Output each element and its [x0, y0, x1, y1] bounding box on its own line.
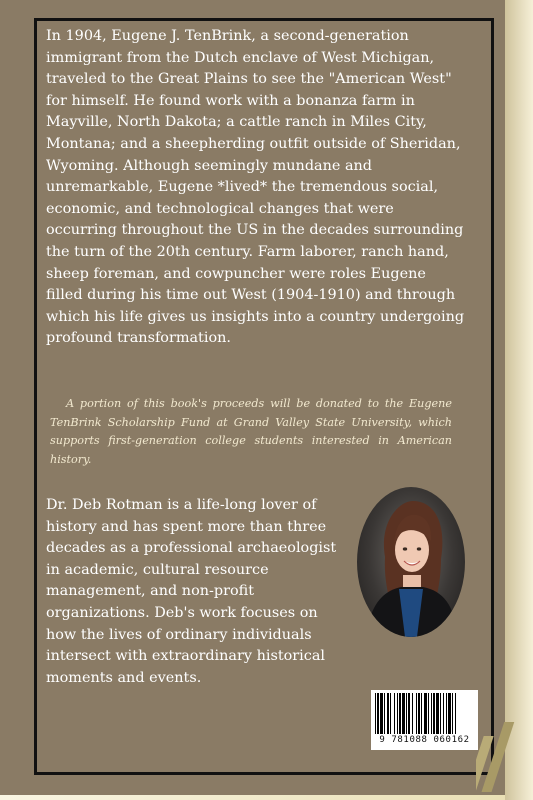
book-description: In 1904, Eugene J. TenBrink, a second-generation immigrant from the Dutch enclave of West Michigan, traveled to the Great Plains to see the "American West" for himself. He found work with a bonanza farm in Mayville, North Dakota; a cattle ranch in Miles City, Montana; and a sheepherding outfit outside of Sheridan, Wyoming. Although seemingly mundane and unremarkable, Eugene *lived* the tremendous social, economic, and technological changes that were occurring throughout the US in the decades surrounding the turn of the 20th century. Farm laborer, ranch hand, sheep foreman, and cowpuncher were roles Eugene filled during his time out West (1904-1910) and through which his life gives us insights into a country undergoing profound transformation.: [46, 28, 465, 347]
author-bio: Dr. Deb Rotman is a life-long lover of history and has spent more than three decades as a professional archaeologist in academic, cultural resource management, and non-profit organizations. Deb's work focuses on how the lives of ordinary individuals intersect with extraordinary historical moments and events.: [46, 497, 337, 686]
spine-edge: [505, 0, 533, 800]
isbn-barcode: [371, 690, 478, 750]
proceeds-note: A portion of this book's proceeds will be donated to the Eugene TenBrink Scholarship Fund at Grand Valley State University, which supports first-generation college students interested in American history.: [50, 397, 452, 466]
author-portrait-icon: [357, 487, 465, 637]
author-portrait: [357, 487, 465, 637]
barcode-bars: [375, 693, 474, 734]
publisher-logo-icon: [476, 692, 526, 792]
isbn-number: 9 781088 060162: [379, 735, 470, 745]
publisher-logo: [476, 692, 526, 792]
